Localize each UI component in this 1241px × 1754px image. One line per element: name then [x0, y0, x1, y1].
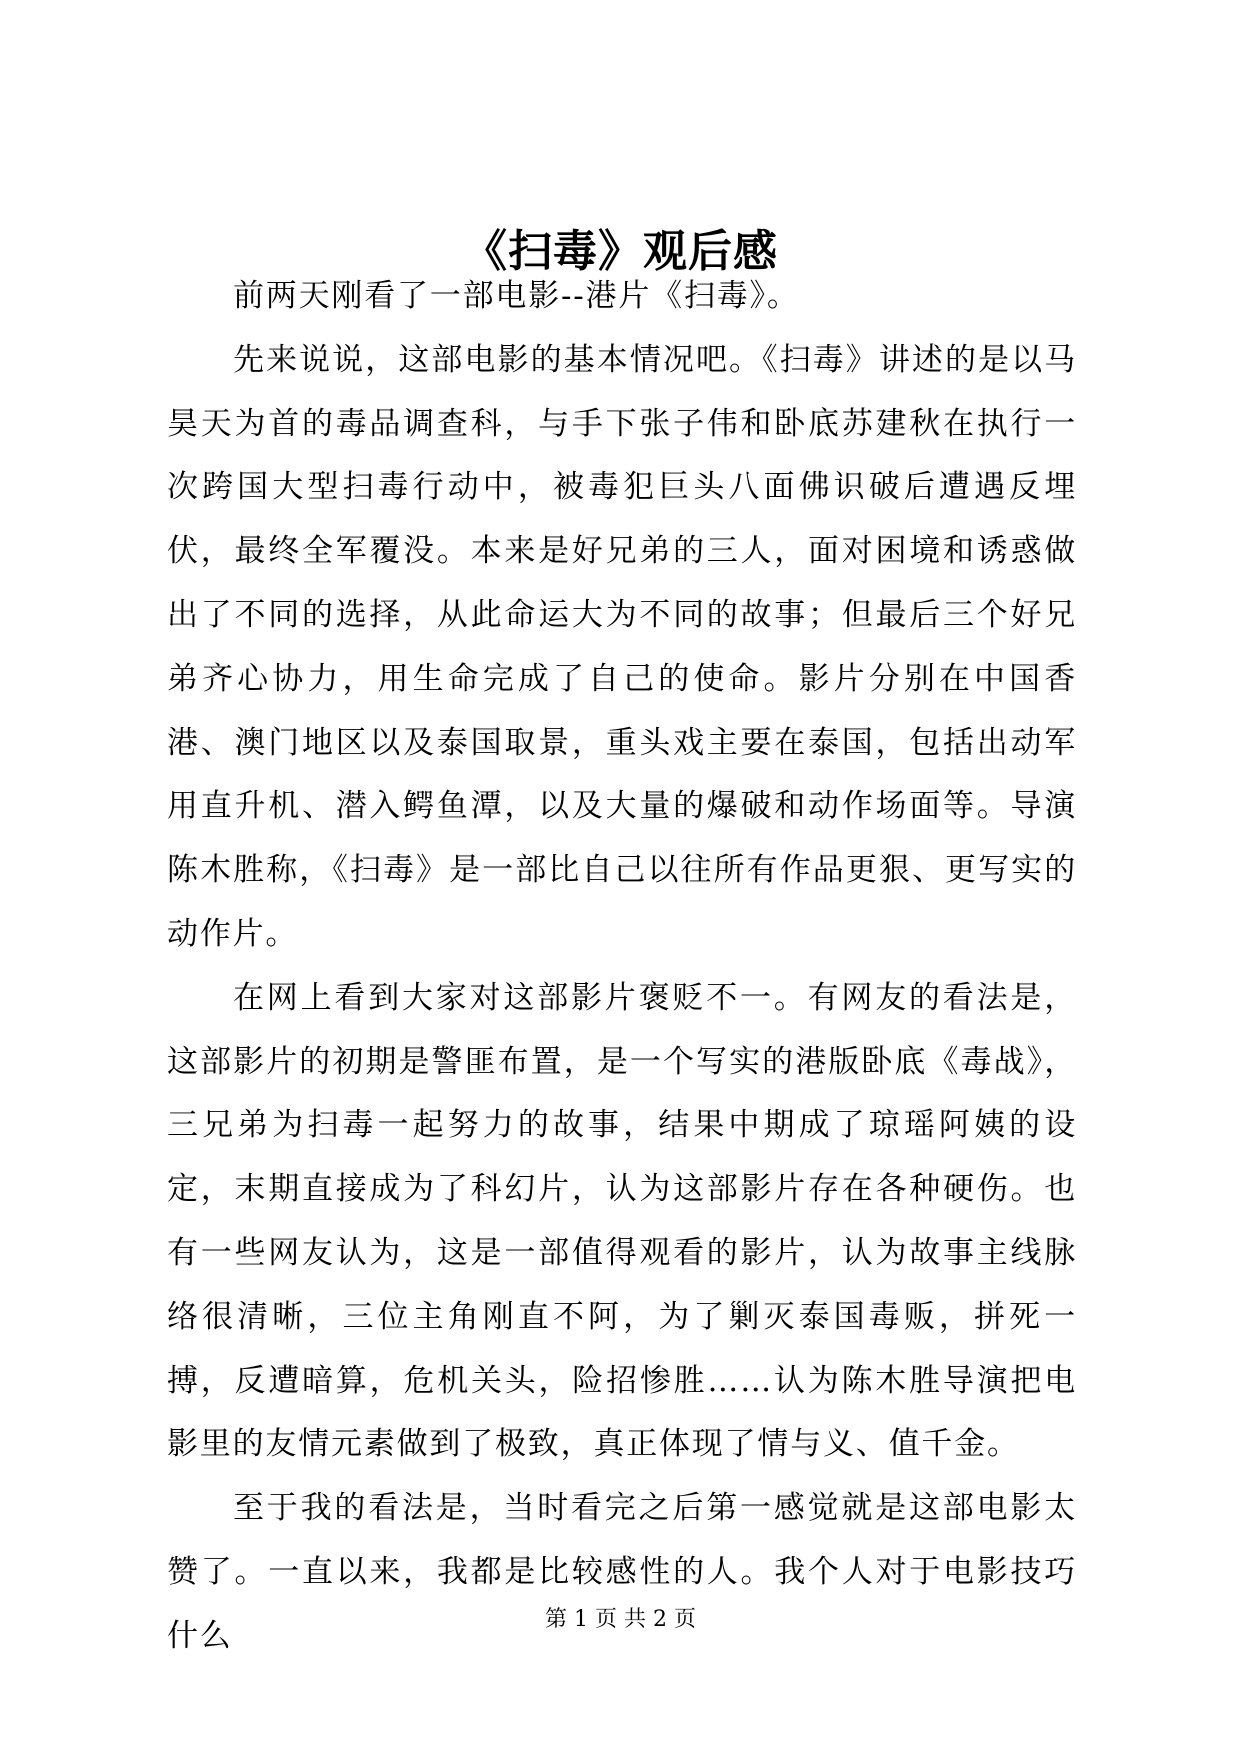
document-title: 《扫毒》观后感 — [463, 226, 778, 277]
document-body — [167, 265, 1077, 1669]
paragraph-2: 先来说说，这部电影的基本情况吧。《扫毒》讲述的是以马昊天为首的毒品调查科，与手下张子伟和卧底苏建秋在执行一次跨国大型扫毒行动中，被毒犯巨头八面佛识破后遭遇反埋伏，最终全军覆没。本来是好兄弟的三人，面对困境和诱惑做出了不同的选择，从此命运大为不同的故事；但最后三个好兄弟齐心协力，用生命完成了自己的使命。影片分别在中国香港、澳门地区以及泰国取景，重头戏主要在泰国，包括出动军用直升机、潜入鳄鱼潭，以及大量的爆破和动作场面等。导演陈木胜称，《扫毒》是一部比自己以往所有作品更狠、更写实的动作片。 — [167, 341, 1077, 952]
paragraph-1: 前两天刚看了一部电影--港片《扫毒》。 — [233, 278, 800, 314]
paragraph-3: 在网上看到大家对这部影片褒贬不一。有网友的看法是，这部影片的初期是警匪布置，是一个写实的港版卧底《毒战》，三兄弟为扫毒一起努力的故事，结果中期成了琼瑶阿姨的设定，末期直接成为了科幻片，认为这部影片存在各种硬伤。也有一些网友认为，这是一部值得观看的影片，认为故事主线脉络很清晰，三位主角刚直不阿，为了剿灭泰国毒贩，拼死一搏，反遭暗算，危机关头，险招惨胜……认为陈木胜导演把电影里的友情元素做到了极致，真正体现了情与义、值千金。 — [167, 979, 1077, 1463]
paragraph-4: 至于我的看法是，当时看完之后第一感觉就是这部电影太赞了。一直以来，我都是比较感性的人。我个人对于电影技巧什么 — [167, 1490, 1077, 1654]
page-footer: 第 1 页 共 2 页 — [545, 1607, 696, 1632]
